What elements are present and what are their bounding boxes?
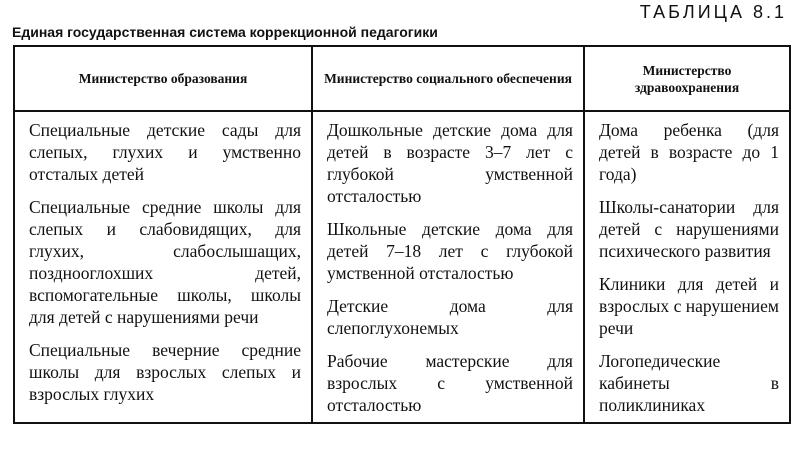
table-header-row <box>14 46 790 111</box>
list-item: Дома ребенка (для детей в возрасте до 1 года) <box>599 120 779 184</box>
column-header-social-security: Министерство социального обеспечения <box>312 46 584 111</box>
table-body-row <box>14 111 790 423</box>
column-social-security <box>312 111 584 423</box>
table-number: ТАБЛИЦА 8.1 <box>639 2 787 22</box>
column-health <box>584 111 790 423</box>
list-item: Специальные детские сады для слепых, глухих и умственно отсталых детей <box>29 120 301 184</box>
list-item: Школы-санатории для детей с нарушениями психического развития <box>599 197 779 261</box>
list-item: Специальные средние школы для слепых и слабовидящих, для глухих, слабослышащих, позднооглохших детей, вспомогательные школы, школы для детей с нарушениями речи <box>29 197 301 327</box>
column-education <box>14 111 312 423</box>
list-item: Клиники для детей и взрослых с нарушением речи <box>599 274 779 338</box>
column-header-education: Министерство образования <box>14 46 312 111</box>
list-item: Рабочие мастерские для взрослых с умственной отсталостью <box>327 351 573 415</box>
list-item: Дошкольные детские дома для детей в возрасте 3–7 лет с глубокой умственной отсталостью <box>327 120 573 206</box>
institutions-table <box>13 45 791 424</box>
column-header-health: Министерство здравоохранения <box>584 46 790 111</box>
list-item: Специальные вечерние средние школы для взрослых слепых и взрослых глухих <box>29 340 301 404</box>
list-item: Детские дома для слепоглухонемых <box>327 296 573 338</box>
table-caption: Единая государственная система коррекционной педагогики <box>12 24 438 40</box>
list-item: Логопедические кабинеты в поликлиниках <box>599 351 779 415</box>
list-item: Школьные детские дома для детей 7–18 лет с глубокой умственной отсталостью <box>327 219 573 283</box>
